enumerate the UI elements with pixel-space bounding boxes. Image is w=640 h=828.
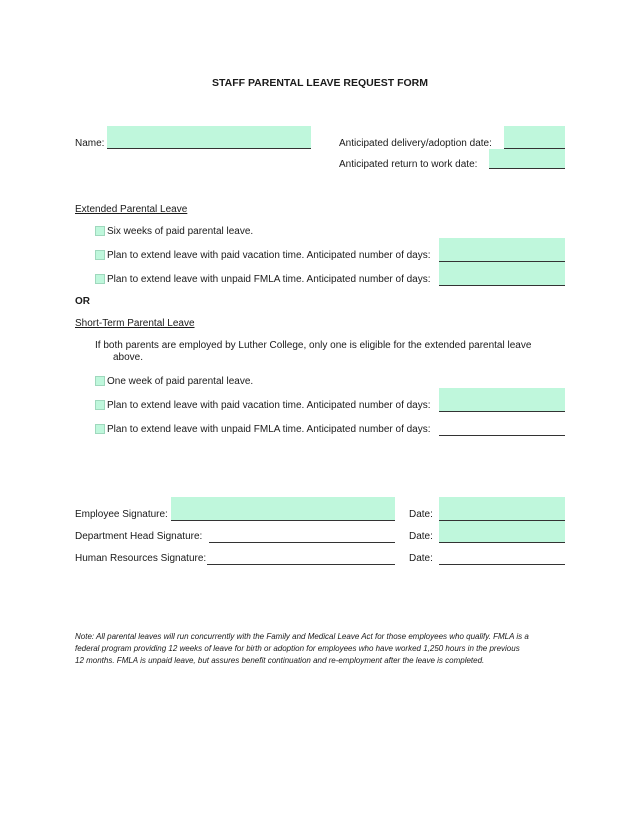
dept-head-date-field[interactable] [439,521,565,543]
short-term-one-week-label: One week of paid parental leave. [107,376,254,387]
footnote-line3: 12 months. FMLA is unpaid leave, but assures benefit continuation and re-employment after the leave is completed. [75,656,485,665]
dept-head-signature-label: Department Head Signature: [75,531,203,542]
employee-date-label: Date: [409,509,433,520]
short-term-note-line1: If both parents are employed by Luther College, only one is eligible for the extended parental leave [95,340,532,351]
extended-fmla-label: Plan to extend leave with unpaid FMLA time. Anticipated number of days: [107,274,431,285]
extended-fmla-checkbox[interactable] [95,274,105,284]
employee-signature-field[interactable] [171,497,395,521]
return-date-label: Anticipated return to work date: [339,159,478,170]
delivery-date-label: Anticipated delivery/adoption date: [339,138,492,149]
short-term-note-line2: above. [113,352,144,363]
short-term-leave-heading: Short-Term Parental Leave [75,318,195,329]
hr-signature-field[interactable] [207,543,395,565]
short-term-vacation-days-field[interactable] [439,388,565,412]
dept-head-date-label: Date: [409,531,433,542]
footnote-line1: Note: All parental leaves will run concurrently with the Family and Medical Leave Act for those employees who qualify. FMLA is a [75,632,529,641]
hr-signature-label: Human Resources Signature: [75,553,207,564]
employee-date-field[interactable] [439,497,565,521]
extended-vacation-label: Plan to extend leave with paid vacation time. Anticipated number of days: [107,250,431,261]
extended-six-weeks-label: Six weeks of paid parental leave. [107,226,254,237]
short-term-fmla-label: Plan to extend leave with unpaid FMLA time. Anticipated number of days: [107,424,431,435]
footnote-line2: federal program providing 12 weeks of leave for birth or adoption for employees who have worked 1,250 hours in the previous [75,644,520,653]
short-term-vacation-checkbox[interactable] [95,400,105,410]
extended-vacation-checkbox[interactable] [95,250,105,260]
hr-date-field[interactable] [439,543,565,565]
extended-leave-heading: Extended Parental Leave [75,204,188,215]
short-term-fmla-days-field[interactable] [439,412,565,436]
hr-date-label: Date: [409,553,433,564]
short-term-one-week-checkbox[interactable] [95,376,105,386]
name-field[interactable] [107,126,311,149]
form-title: STAFF PARENTAL LEAVE REQUEST FORM [211,77,429,89]
extended-six-weeks-checkbox[interactable] [95,226,105,236]
or-label: OR [75,296,90,307]
extended-vacation-days-field[interactable] [439,238,565,262]
return-date-field[interactable] [489,149,565,169]
employee-signature-label: Employee Signature: [75,509,168,520]
short-term-vacation-label: Plan to extend leave with paid vacation time. Anticipated number of days: [107,400,431,411]
footnote [75,631,575,667]
extended-fmla-days-field[interactable] [439,262,565,286]
delivery-date-field[interactable] [504,126,565,149]
short-term-fmla-checkbox[interactable] [95,424,105,434]
dept-head-signature-field[interactable] [209,521,395,543]
name-label: Name: [75,138,105,149]
